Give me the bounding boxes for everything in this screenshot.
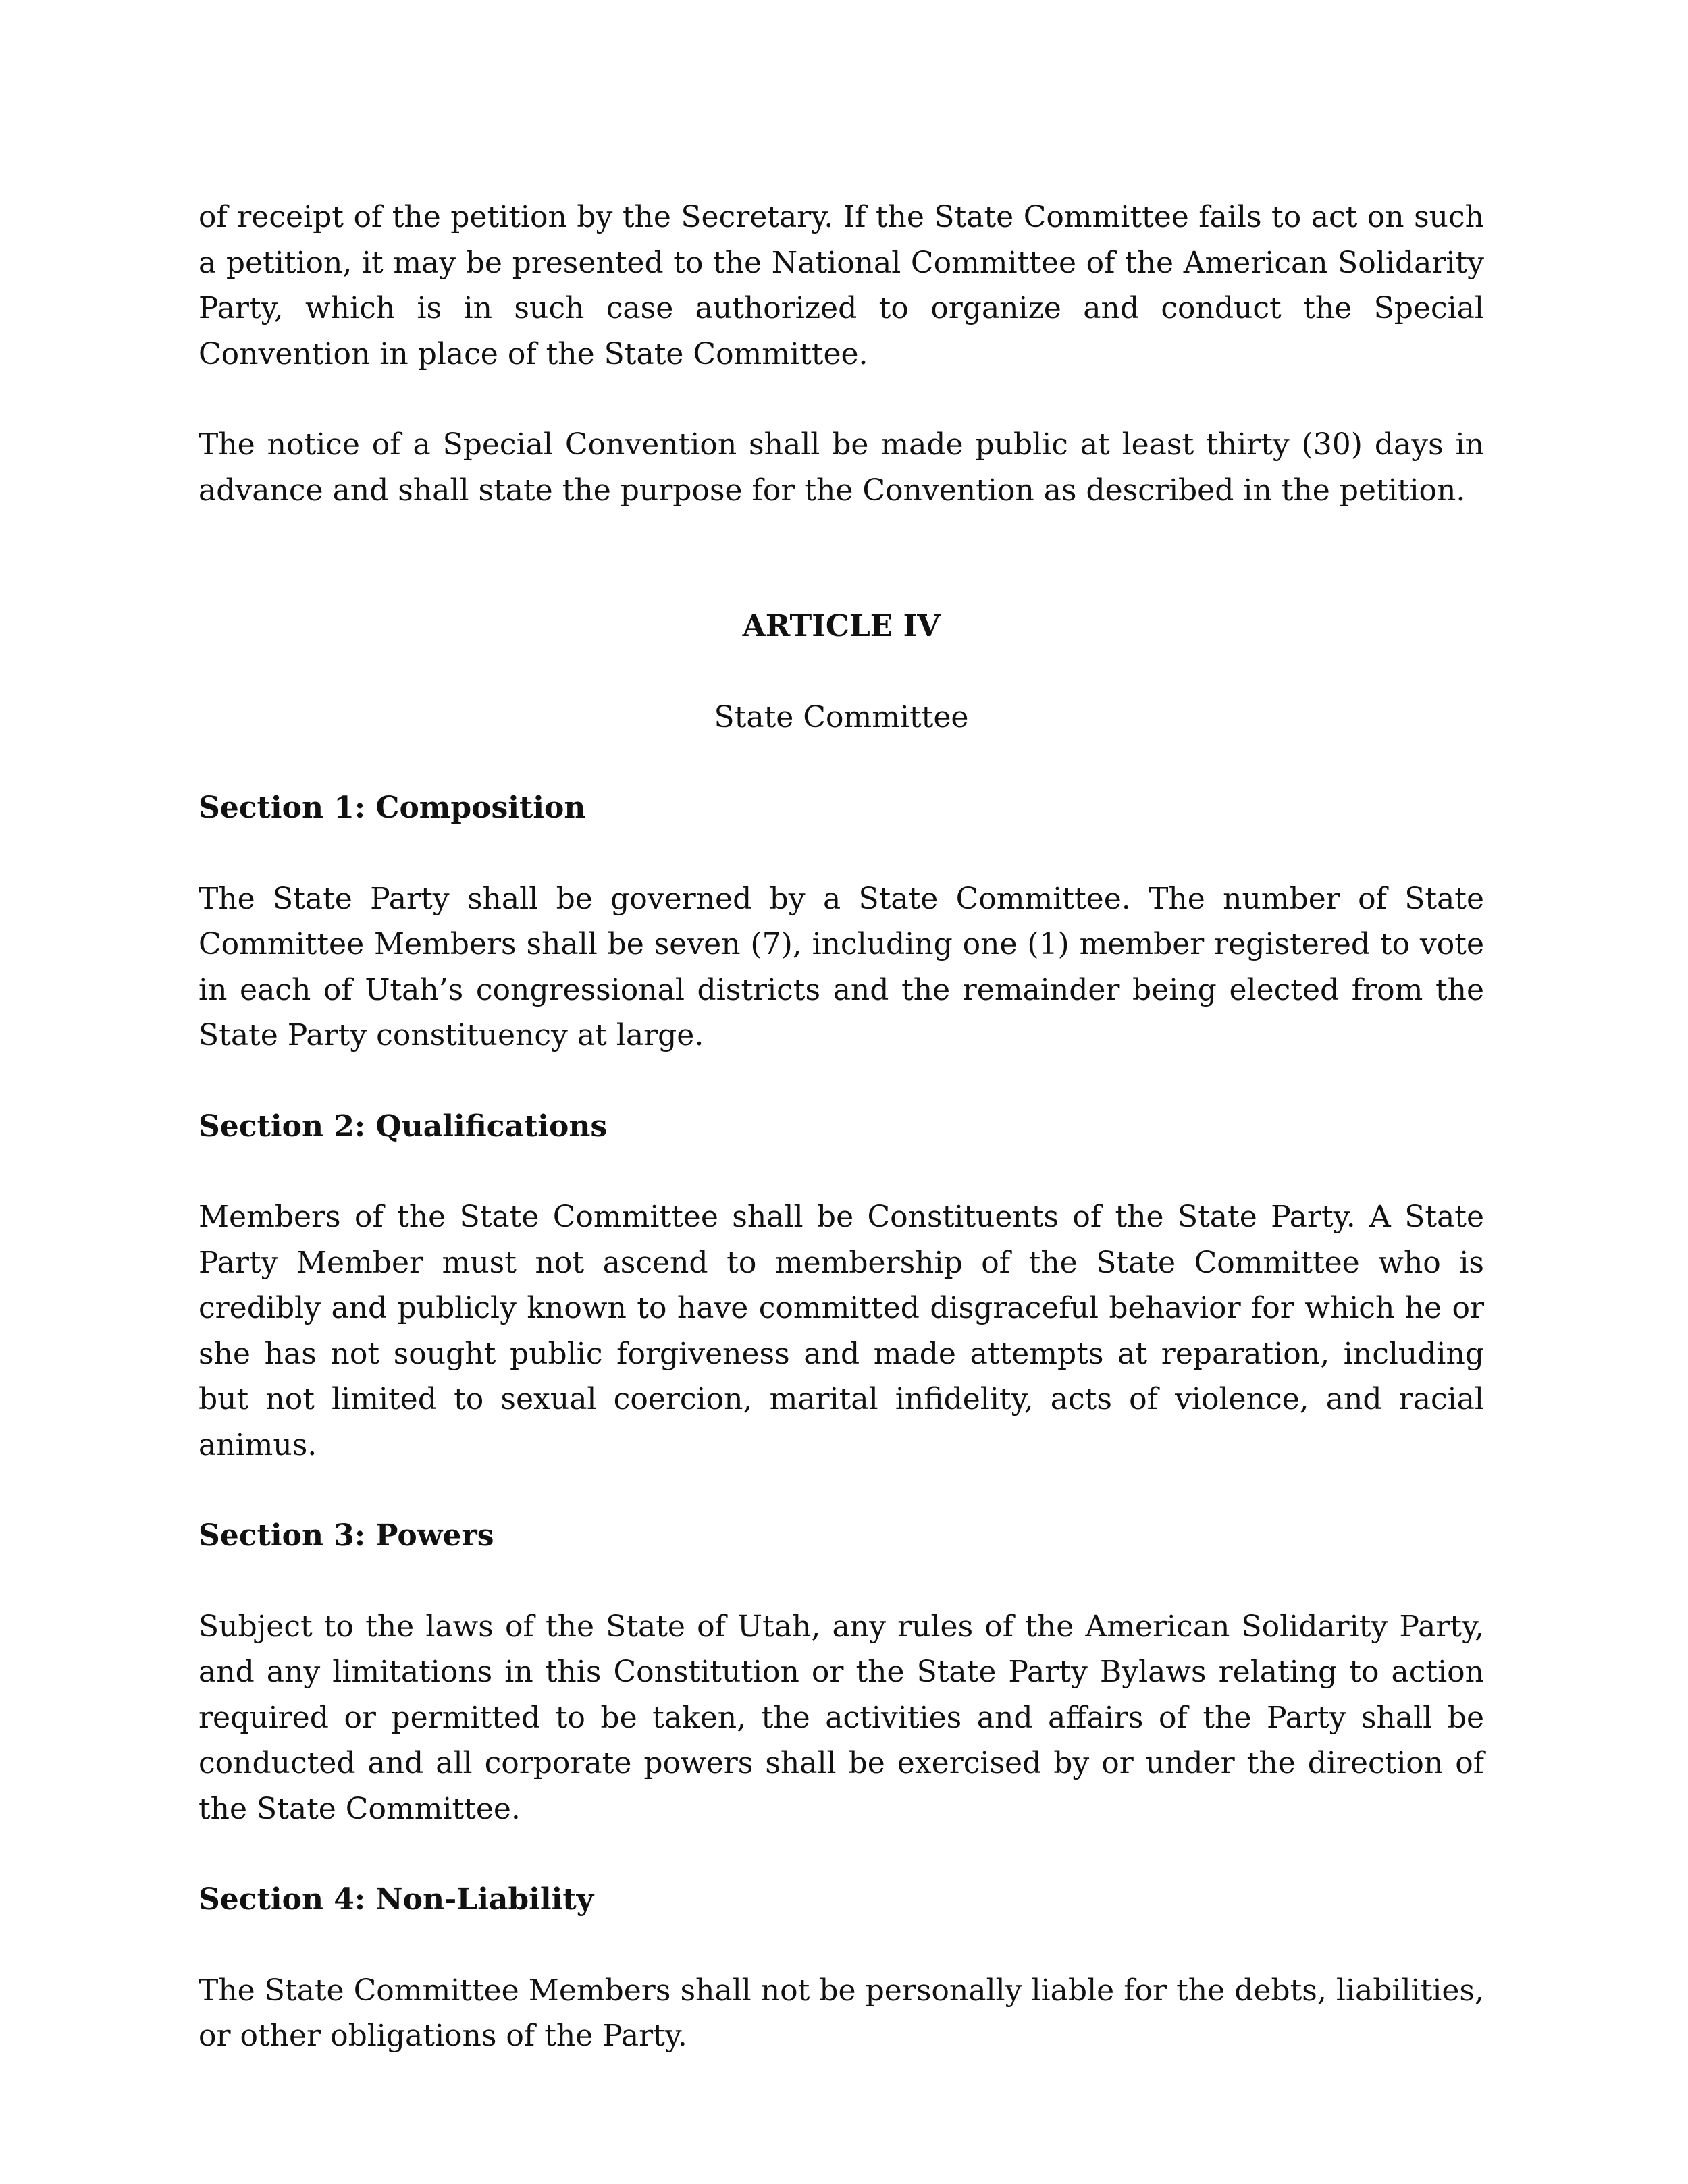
section-4-heading: Section 4: Non-Liability bbox=[199, 1882, 594, 1917]
article-title: ARTICLE IV bbox=[742, 609, 941, 643]
continuation-paragraph-2: The notice of a Special Convention shall be made public at least thirty (30) days in advance and shall state the purpose for the Convention as described in the petition. bbox=[199, 427, 1484, 508]
section-3-heading: Section 3: Powers bbox=[199, 1518, 494, 1553]
continuation-paragraph-1: of receipt of the petition by the Secretary. If the State Committee fails to act on such a petition, it may be presented to the National Committee of the American Solidarity Party, which is in such case authorized to organize and conduct the Special Convention in place of the State Committee. bbox=[199, 200, 1484, 371]
article-subtitle: State Committee bbox=[714, 699, 969, 735]
section-3-text: Subject to the laws of the State of Utah, any rules of the American Solidarity Party, and any limitations in this Constitution or the State Party Bylaws relating to action required or permitted to be taken, the activities and affairs of the Party shall be conducted and all corporate powers shall be exercised by or under the direction of the State Committee. bbox=[199, 1609, 1484, 1826]
document-page bbox=[199, 194, 1484, 2059]
section-4-text: The State Committee Members shall not be personally liable for the debts, liabilities, or other obligations of the Party. bbox=[199, 1973, 1484, 2053]
section-2-text: Members of the State Committee shall be Constituents of the State Party. A State Party Member must not ascend to membership of the State Committee who is credibly and publicly known to have committed disgraceful behavior for which he or she has not sought public forgiveness and made attempts at reparation, including but not limited to sexual coercion, marital infidelity, acts of violence, and racial animus. bbox=[199, 1200, 1484, 1462]
section-2-heading: Section 2: Qualifications bbox=[199, 1109, 608, 1144]
section-1-text: The State Party shall be governed by a State Committee. The number of State Committee Members shall be seven (7), including one (1) member registered to vote in each of Utah’s congressional districts and the remainder being elected from the State Party constituency at large. bbox=[199, 881, 1484, 1053]
section-1-heading: Section 1: Composition bbox=[199, 791, 586, 825]
